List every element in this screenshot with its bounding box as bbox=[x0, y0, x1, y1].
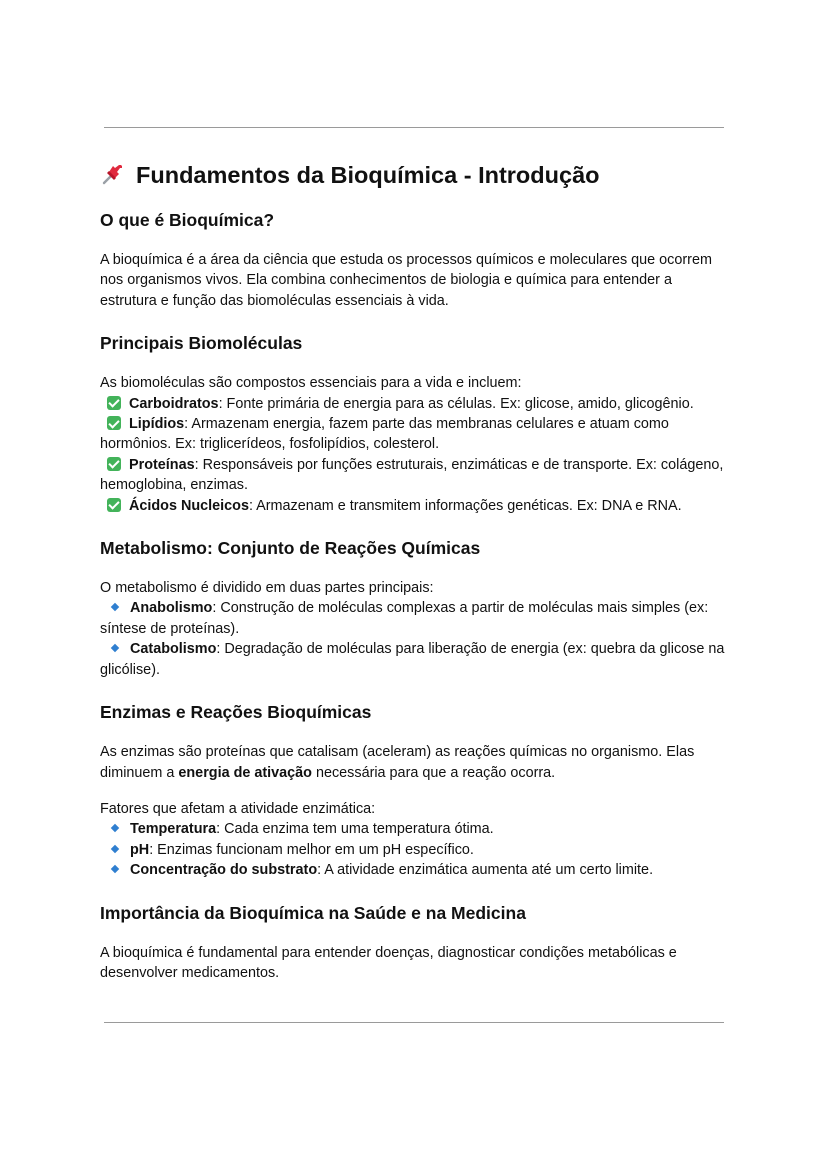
check-box-icon bbox=[107, 457, 121, 471]
item-term: Catabolismo bbox=[130, 641, 217, 658]
list-item bbox=[100, 639, 730, 680]
blue-diamond-icon bbox=[111, 844, 119, 852]
top-divider bbox=[104, 127, 724, 128]
item-text: : A atividade enzimática aumenta até um certo limite. bbox=[317, 862, 654, 879]
pushpin-icon bbox=[100, 161, 126, 187]
enzymes-text-2: necessária para que a reação ocorra. bbox=[311, 764, 556, 781]
importance-paragraph: A bioquímica é fundamental para entender doenças, diagnosticar condições metabólicas e desenvolver medicamentos. bbox=[100, 944, 677, 981]
item-text: : Armazenam e transmitem informações genéticas. Ex: DNA e RNA. bbox=[248, 497, 682, 514]
item-term: Lipídios bbox=[129, 416, 185, 433]
blue-diamond-icon bbox=[111, 644, 119, 652]
section-heading-biomolecules: Principais Biomoléculas bbox=[100, 333, 303, 354]
blue-diamond-icon bbox=[111, 865, 119, 873]
biomolecules-block bbox=[100, 373, 730, 516]
item-text: : Responsáveis por funções estruturais, enzimáticas e de transporte. Ex: colágeno, hemoglobina, enzimas. bbox=[100, 456, 724, 494]
metabolism-lead: O metabolismo é dividido em duas partes principais: bbox=[100, 580, 434, 597]
factors-block bbox=[100, 799, 730, 881]
section-heading-enzymes: Enzimas e Reações Bioquímicas bbox=[100, 702, 372, 723]
enzymes-paragraph bbox=[100, 742, 730, 783]
biomolecules-lead: As biomoléculas são compostos essenciais para a vida e incluem: bbox=[100, 375, 522, 392]
blue-diamond-icon bbox=[111, 603, 119, 611]
list-item bbox=[100, 455, 730, 496]
intro-paragraph: A bioquímica é a área da ciência que estuda os processos químicos e moleculares que ocorrem nos organismos vivos. Ela combina conhecimentos de biologia e química para entender a estrutura e função das biomoléculas essenciais à vida. bbox=[100, 252, 712, 309]
item-text: : Cada enzima tem uma temperatura ótima. bbox=[216, 821, 494, 838]
item-term: Anabolismo bbox=[130, 600, 213, 617]
item-text: : Armazenam energia, fazem parte das membranas celulares e atuam como hormônios. Ex: triglicerídeos, fosfolipídios, colesterol. bbox=[100, 416, 669, 453]
item-text: : Enzimas funcionam melhor em um pH específico. bbox=[149, 841, 474, 858]
item-term: Temperatura bbox=[130, 821, 217, 838]
enzymes-text-1: As enzimas são proteínas que catalisam (aceleram) as reações químicas no organismo. Elas diminuem a bbox=[100, 744, 695, 781]
item-term: Ácidos Nucleicos bbox=[129, 497, 249, 514]
list-item bbox=[100, 860, 730, 880]
item-text: : Fonte primária de energia para as células. Ex: glicose, amido, glicogênio. bbox=[218, 395, 694, 412]
list-item bbox=[100, 496, 730, 516]
page-title bbox=[100, 156, 730, 194]
blue-diamond-icon bbox=[111, 824, 119, 832]
list-item bbox=[100, 414, 730, 455]
check-box-icon bbox=[107, 396, 121, 410]
item-term: Carboidratos bbox=[129, 395, 219, 412]
item-text: : Degradação de moléculas para liberação de energia (ex: quebra da glicose na glicólise). bbox=[100, 641, 725, 678]
factors-lead: Fatores que afetam a atividade enzimática: bbox=[100, 800, 376, 817]
enzymes-text-bold: energia de ativação bbox=[178, 764, 312, 781]
item-term: pH bbox=[130, 841, 150, 858]
list-item bbox=[100, 819, 730, 839]
item-term: Concentração do substrato bbox=[130, 862, 318, 879]
item-text: : Construção de moléculas complexas a partir de moléculas mais simples (ex: síntese de proteínas). bbox=[100, 600, 709, 637]
bottom-divider bbox=[104, 1022, 724, 1023]
check-box-icon bbox=[107, 416, 121, 430]
item-term: Proteínas bbox=[129, 456, 195, 473]
document-body bbox=[100, 156, 730, 983]
check-box-icon bbox=[107, 498, 121, 512]
section-heading-importance: Importância da Bioquímica na Saúde e na Medicina bbox=[100, 902, 526, 923]
page-title-text: Fundamentos da Bioquímica - Introdução bbox=[136, 162, 600, 188]
section-heading-metabolism: Metabolismo: Conjunto de Reações Químicas bbox=[100, 538, 481, 559]
metabolism-block bbox=[100, 578, 730, 680]
list-item bbox=[100, 394, 730, 414]
section-heading-intro: O que é Bioquímica? bbox=[100, 210, 275, 230]
list-item bbox=[100, 840, 730, 860]
list-item bbox=[100, 598, 730, 639]
